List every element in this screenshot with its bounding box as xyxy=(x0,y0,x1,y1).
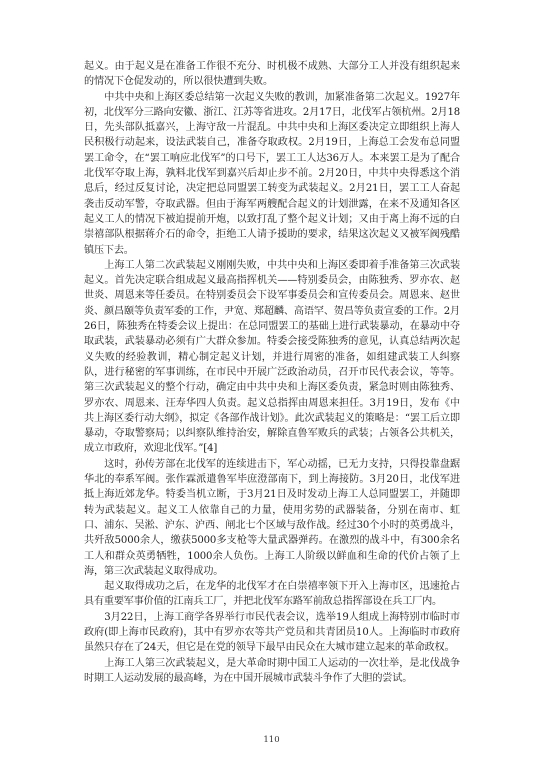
paragraph-5: 起义取得成功之后，在龙华的北伐军才在白崇禧率领下开入上海市区，迅速抢占具有重要军事价值的江南兵工厂，并把北伐军东路军前敌总指挥部设在兵工厂内。 xyxy=(84,581,460,608)
paragraph-3: 上海工人第二次武装起义刚刚失败，中共中央和上海区委即着手准备第三次武装起义。首先决定联合组成起义最高指挥机关——特别委员会，由陈独秀、罗亦农、赵世炎、周恩来等任委员。在特别委员会下设军事委员会和宣传委员会。周恩来、赵世炎、颜昌颐等负责军委的工作，尹宽、郑超麟、高语罕、贺昌等负责宣委的工作。2月26日，陈独秀在特委会议上提出：在总同盟罢工的基础上进行武装暴动，在暴动中夺取武装，武装暴动必须有广大群众参加。特委会接受陈独秀的意见，认真总结两次起义失败的经验教训，精心制定起义计划，并进行周密的准备，如组建武装工人纠察队，进行秘密的军事训练，在市民中开展广泛政治动员，召开市民代表会议，等等。第三次武装起义的整个行动，确定由中共中央和上海区委负责，紧急时则由陈独秀、罗亦农、周恩来、汪寿华四人负责。起义总指挥由周恩来担任。3月19日，发布《中共上海区委行动大纲》，拟定《各部作战计划》。此次武装起义的策略是：“罢工后立即暴动，夺取警察局；以纠察队维持治安，解除直鲁军败兵的武装；占领各公共机关，成立市政府，欢迎北伐军。”[4] xyxy=(84,259,460,455)
paragraph-7: 上海工人第三次武装起义，是大革命时期中国工人运动的一次壮举，是北伐战争时期工人运动发展的最高峰，为在中国开展城市武装斗争作了大胆的尝试。 xyxy=(84,657,460,684)
page-number: 110 xyxy=(263,735,280,745)
body-text xyxy=(84,59,460,686)
paragraph-2: 中共中央和上海区委总结第一次起义失败的教训，加紧准备第二次起义。1927年初，北伐军分三路向安徽、浙江、江苏等省进攻。2月17日，北伐军占领杭州。2月18日，先头部队抵嘉兴，上海守敌一片混乱。中共中央和上海区委决定立即组织上海人民积极行动起来，设法武装自己，准备夺取政权。2月19日，上海总工会发布总同盟罢工命令，在“罢工响应北伐军”的口号下，罢工工人达36万人。本来罢工是为了配合北伐军夺取上海，孰料北伐军到嘉兴后却止步不前。2月20日，中共中央得悉这个消息后，经过反复讨论，决定把总同盟罢工转变为武装起义。2月21日，罢工工人奋起袭击反动军警，夺取武器。但由于海军两艘配合起义的计划泄露，在来不及通知各区起义工人的情况下被迫提前开炮，以致打乱了整个起义计划；又由于离上海不远的白崇禧部队根据蒋介石的命令，拒绝工人请予援助的要求，结果这次起义又被军阀残酷镇压下去。 xyxy=(84,91,460,256)
paragraph-1: 起义。由于起义是在准备工作很不充分、时机极不成熟、大部分工人并没有组织起来的情况下仓促发动的，所以很快遭到失败。 xyxy=(84,61,460,88)
paragraph-4: 这时，孙传芳部在北伐军的连续进击下，军心动摇，已无力支持，只得投靠盘踞华北的奉系军阀。张作霖派遣鲁军毕庶澄部南下，到上海接防。3月20日，北伐军进抵上海近郊龙华。特委当机立断，于3月21日及时发动上海工人总同盟罢工，并随即转为武装起义。起义工人依靠自己的力量，使用劣势的武器装备，分别在南市、虹口、浦东、吴淞、沪东、沪西、闸北七个区域与敌作战。经过30个小时的英勇战斗，共歼敌5000余人，缴获5000多支枪等大量武器弹药。在激烈的战斗中，有300余名工人和群众英勇牺牲，1000余人负伤。上海工人阶级以鲜血和生命的代价占领了上海，第三次武装起义取得成功。 xyxy=(84,458,460,577)
paragraph-6: 3月22日，上海工商学各界举行市民代表会议，选举19人组成上海特别市临时市政府(即上海市民政府)，其中有罗亦农等共产党员和共青团员10人。上海临时市政府虽然只存在了24天，但它是在党的领导下最早由民众在大城市建立起来的革命政权。 xyxy=(84,611,460,654)
